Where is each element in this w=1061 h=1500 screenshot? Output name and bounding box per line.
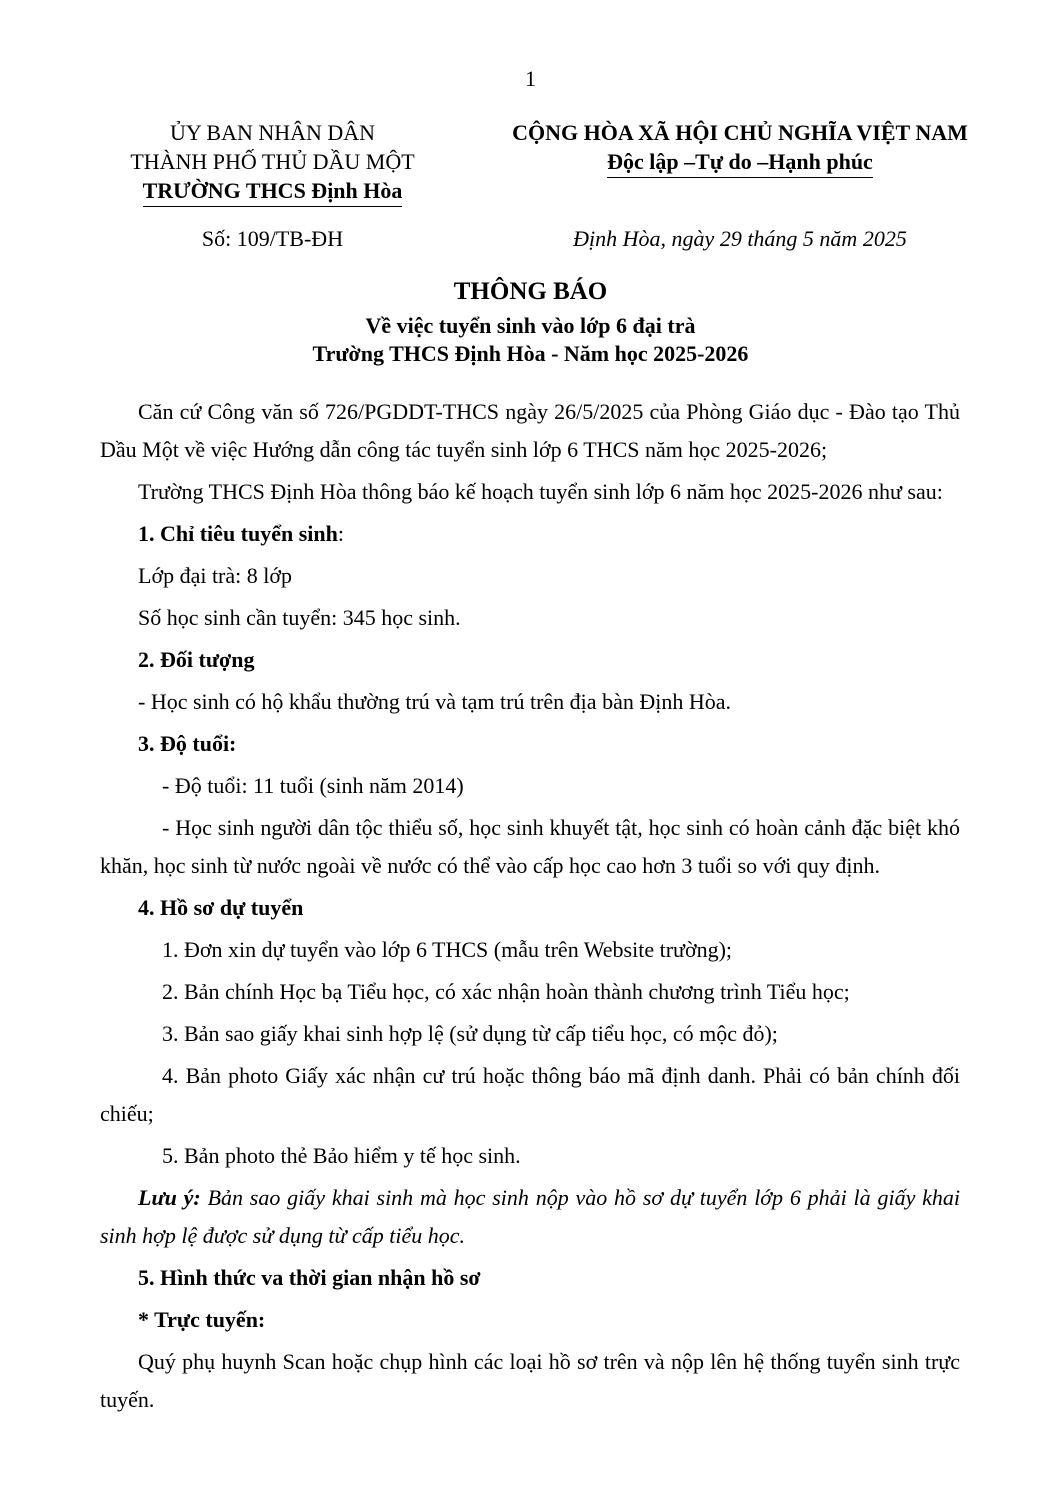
section-5-heading: 5. Hình thức va thời gian nhận hồ sơ <box>138 1265 481 1290</box>
note-text: Bản sao giấy khai sinh mà học sinh nộp vào hồ sơ dự tuyển lớp 6 phải là giấy khai sinh hợp lệ được sử dụng từ cấp tiểu học. <box>100 1185 961 1248</box>
notice-subtitle-2: Trường THCS Định Hòa - Năm học 2025-2026 <box>312 341 749 366</box>
dossier-item-1: 1. Đơn xin dự tuyển vào lớp 6 THCS (mẫu trên Website trường); <box>162 937 733 962</box>
issuer-line-2: THÀNH PHỐ THỦ DẦU MỘT <box>130 149 415 174</box>
issuer-school: TRƯỜNG THCS Định Hòa <box>143 176 403 207</box>
notice-subtitle <box>0 312 1061 368</box>
issuer-block <box>100 118 445 207</box>
document-date: Định Hòa, ngày 29 tháng 5 năm 2025 <box>573 226 907 251</box>
national-motto: Độc lập –Tự do –Hạnh phúc <box>607 147 873 178</box>
section-2-heading: 2. Đối tượng <box>138 647 255 672</box>
note-paragraph <box>100 1179 960 1255</box>
section-1-classes: Lớp đại trà: 8 lớp <box>138 563 293 588</box>
notice-title: THÔNG BÁO <box>453 278 608 305</box>
section-5-online: * Trực tuyến: <box>138 1307 266 1332</box>
section-1-students: Số học sinh cần tuyển: 345 học sinh. <box>138 605 461 630</box>
document-number: Số: 109/TB-ĐH <box>201 226 344 251</box>
dossier-item-2: 2. Bản chính Học bạ Tiểu học, có xác nhận hoàn thành chương trình Tiểu học; <box>162 979 850 1004</box>
section-3-age: - Độ tuổi: 11 tuổi (sinh năm 2014) <box>162 773 464 798</box>
section-2-line: - Học sinh có hộ khẩu thường trú và tạm trú trên địa bàn Định Hòa. <box>138 689 731 714</box>
page-number: 1 <box>525 66 536 91</box>
section-4-heading: 4. Hồ sơ dự tuyển <box>138 895 304 920</box>
note-label: Lưu ý: <box>138 1185 201 1210</box>
section-3-exception: - Học sinh người dân tộc thiểu số, học sinh khuyết tật, học sinh có hoàn cảnh đặc biệt khó khăn, học sinh từ nước ngoài về nước có thể vào cấp học cao hơn 3 tuổi so với quy định. <box>100 815 960 878</box>
section-1-heading: 1. Chỉ tiêu tuyển sinh: <box>138 521 345 546</box>
national-header <box>470 118 1010 178</box>
paragraph-intro: Trường THCS Định Hòa thông báo kế hoạch tuyển sinh lớp 6 năm học 2025-2026 như sau: <box>138 479 943 504</box>
notice-body <box>100 393 960 1419</box>
notice-subtitle-1: Về việc tuyển sinh vào lớp 6 đại trà <box>365 313 696 338</box>
section-5-paragraph: Quý phụ huynh Scan hoặc chụp hình các loại hồ sơ trên và nộp lên hệ thống tuyển sinh trực tuyến. <box>100 1349 960 1412</box>
issuer-line-1: ỦY BAN NHÂN DÂN <box>169 120 376 145</box>
dossier-item-3: 3. Bản sao giấy khai sinh hợp lệ (sử dụng từ cấp tiểu học, có mộc đỏ); <box>162 1021 778 1046</box>
dossier-item-5: 5. Bản photo thẻ Bảo hiểm y tế học sinh. <box>162 1143 521 1168</box>
national-title: CỘNG HÒA XÃ HỘI CHỦ NGHĨA VIỆT NAM <box>512 120 968 145</box>
section-3-heading: 3. Độ tuổi: <box>138 731 237 756</box>
dossier-item-4: 4. Bản photo Giấy xác nhận cư trú hoặc thông báo mã định danh. Phải có bản chính đối chiếu; <box>100 1063 960 1126</box>
paragraph-basis: Căn cứ Công văn số 726/PGDDT-THCS ngày 26/5/2025 của Phòng Giáo dục - Đào tạo Thủ Dầu Một về việc Hướng dẫn công tác tuyển sinh lớp 6 THCS năm học 2025-2026; <box>100 399 960 462</box>
